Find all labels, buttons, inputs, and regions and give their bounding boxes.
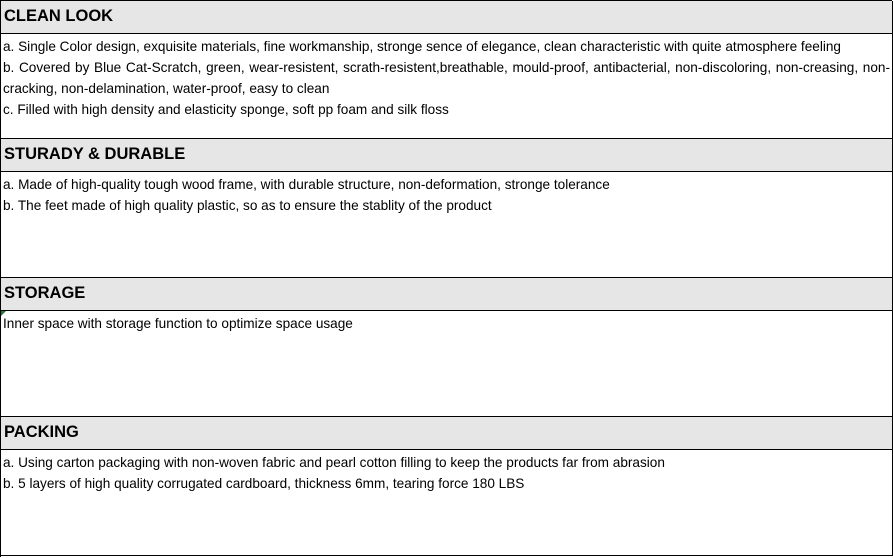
section-storage: [1, 278, 893, 417]
clean-look-line-a: a. Single Color design, exquisite materials, fine workmanship, stronge sence of elegance, clean characteristic with quite atmosphere feeling: [3, 39, 841, 54]
section-title-packing[interactable]: PACKING: [1, 417, 892, 450]
section-body-packing[interactable]: [1, 450, 892, 556]
section-clean-look: [1, 1, 893, 139]
sturdy-line-a: a. Made of high-quality tough wood frame, with durable structure, non-deformation, stronge tolerance: [3, 177, 610, 192]
section-sturdy-durable: [1, 139, 893, 278]
section-body-storage[interactable]: [1, 311, 892, 417]
packing-line-a: a. Using carton packaging with non-woven fabric and pearl cotton filling to keep the products far from abrasion: [3, 455, 665, 470]
packing-line-b: b. 5 layers of high quality corrugated cardboard, thickness 6mm, tearing force 180 LBS: [3, 476, 525, 491]
clean-look-line-c: c. Filled with high density and elasticity sponge, soft pp foam and silk floss: [3, 102, 449, 117]
storage-line: Inner space with storage function to optimize space usage: [3, 316, 353, 331]
section-title-sturdy-durable[interactable]: STURADY & DURABLE: [1, 139, 892, 172]
section-packing: [1, 417, 893, 556]
cell-comment-marker-icon: [1, 311, 6, 316]
section-title-storage[interactable]: STORAGE: [1, 278, 892, 311]
sturdy-line-b: b. The feet made of high quality plastic, so as to ensure the stablity of the product: [3, 198, 492, 213]
clean-look-line-b: b. Covered by Blue Cat-Scratch, green, wear-resistent, scrath-resistent,breathable, mould-proof, antibacterial, non-discoloring, non-creasing, non-cracking, non-delamination, water-proof, easy to clean: [3, 60, 890, 96]
section-title-clean-look[interactable]: CLEAN LOOK: [1, 1, 892, 34]
section-body-sturdy-durable[interactable]: [1, 172, 892, 278]
section-body-clean-look[interactable]: [1, 34, 892, 139]
